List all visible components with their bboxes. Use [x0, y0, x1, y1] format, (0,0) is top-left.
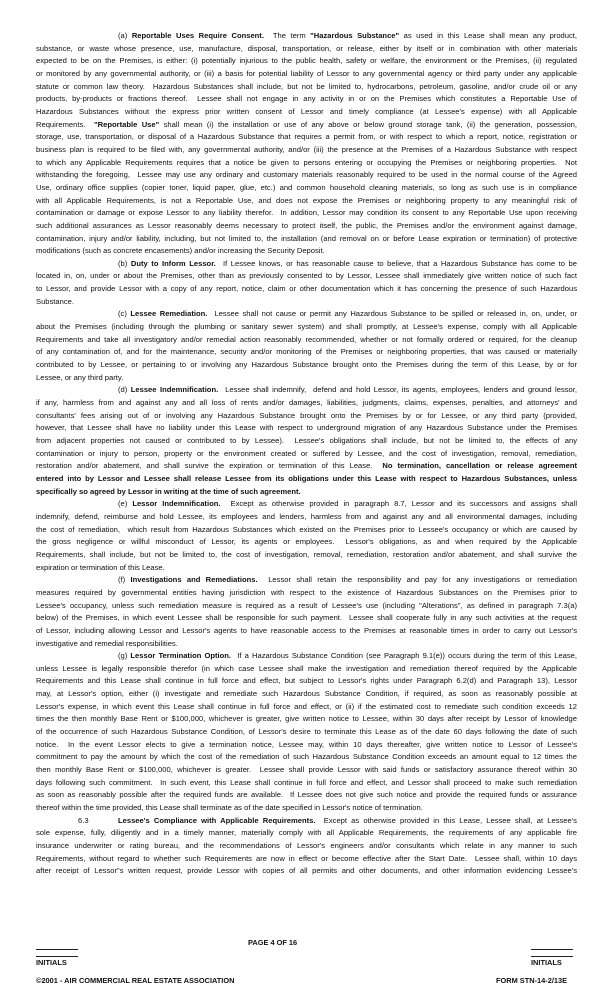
text-line: (e) Lessor Indemnification. Except as otherwise provided in paragraph 8.7, Lessor and its successors and assigns shall [118, 499, 577, 509]
text-line: contributed to by Lessee, or pertaining to or involving any Hazardous Substance brought onto the Premises during the term of this Lease, by or for [36, 360, 577, 370]
page-number: PAGE 4 OF 16 [248, 938, 298, 947]
text-line: Requirements and this Lease shall continue in full force and effect, but subject to Lessor's rights under Paragraph 6.2(d) and Paragraph 13), Lessor [36, 676, 577, 686]
text-line: the gross negligence or willful misconduct of Lessor, its agents or employees. Lessor's obligations, as and when required by the Applicable [36, 537, 577, 547]
text-line: consultants' fees arising out of or involving any Hazardous Substance brought onto the Premises by or for Lessee, or any third party (provided, [36, 410, 577, 420]
text-line: indemnify, defend, reimburse and hold Lessee, its employees and lenders, harmless from and against any and all environmental damages, including [36, 511, 577, 521]
text-line: then monthly Base Rent or $100,000, whichever is greater. Lessee shall provide Lessor with said funds or satisfactory assurance thereof within 30 [36, 765, 577, 775]
copyright: ©2001 - AIR COMMERCIAL REAL ESTATE ASSOCIATION [36, 976, 235, 985]
text-line: from adjacent properties not caused or contributed to by Lessee). Lessee's obligations shall include, but not be limited to, the effects of any [36, 436, 577, 445]
text-line: days following such commitment. In such event, this Lease shall continue in full force and effect, and Lessor shall proceed to make such remediation [36, 777, 577, 787]
lease-body [36, 30, 577, 878]
text-line: storage, use, transportation, or disposal of a Hazardous Substance that requires a permit from, or with respect to which a report, notice, registration or [36, 132, 577, 142]
text-line: expiration or termination of this Lease. [36, 562, 165, 572]
text-line: substance, or waste whose presence, use, manufacture, disposal, transportation, or release, either by itself or in combination with other materials [36, 43, 577, 53]
text-line: times the then monthly Base Rent or $100,000, whichever is greater, give written notice to Lessee, within 30 days after receipt by Lessor of knowledge [36, 714, 577, 724]
text-line: however, that Lessee shall have no liability under this Lease with respect to underground migration of any Hazardous Substance under the Premises [36, 423, 577, 433]
initials-line-right-1 [531, 949, 573, 950]
text-line: entered into by Lessor and Lessee shall release Lessee from its obligations under this Lease with respect to Hazardous Substances, unless [36, 473, 577, 483]
text-line: of Lessor, including allowing Lessor and Lessor's agents to have reasonable access to the Premises at reasonable times in order to carry out Lessor's [36, 625, 577, 635]
text-line: products, by-products or fractions thereof. Lessee shall not engage in any activity in or on the Premises which constitutes a Reportable Use of [36, 94, 577, 104]
text-line: Lessee's occupancy, unless such remediation measure is required as a result of Lessee's use (including "Alterations", as defined in paragraph 7.3(a) [36, 600, 577, 610]
text-line: expected to be on the Premises, is either: (i) potentially injurious to the public health, safety or welfare, the environment or the Premises, (ii) regulated [36, 56, 577, 66]
text-line: (d) Lessee Indemnification. Lessee shall indemnify, defend and hold Lessor, its agents, employees, lenders and ground lessor, [118, 385, 577, 395]
text-line: to Lessor, and provide Lessor with a copy of any report, notice, claim or other documentation which it has concerning the presence of such Hazardous [36, 284, 577, 294]
text-line: Requirements. "Reportable Use" shall mean (i) the installation or use of any above or below ground storage tank, (ii) the generation, possession, [36, 119, 577, 129]
text-line: modifications (such as concrete encasements) and/or increasing the Security Deposit. [36, 246, 325, 256]
initials-line-right-2 [531, 956, 573, 957]
text-line: withstanding the foregoing, Lessee may use any ordinary and customary materials reasonably required to be used in the normal course of the Agreed [36, 170, 577, 180]
text-line: sole expense, fully, diligently and in a timely manner, materially comply with all Applicable Requirements, the requirements of any applicable fire [36, 828, 577, 838]
text-line: Requirements and take all investigatory and/or remedial action reasonably recommended, whether or not formally ordered or required, for the cleanup [36, 334, 577, 344]
text-line: unless Lessee is legally responsible therefor (in which case Lessee shall make the investigation and remediation thereof required by the Applicable [36, 663, 577, 673]
text-line: (f) Investigations and Remediations. Lessor shall retain the responsibility and pay for any investigations or remediation [118, 575, 577, 585]
initials-right: INITIALS [531, 958, 562, 967]
text-line: restoration and/or abatement, and shall survive the expiration or termination of this Lease. No termination, cancellation or release agreement [36, 461, 577, 471]
text-line: the cost of remediation, which result from Hazardous Substances which existed on the Premises prior to Lessee's occupancy or which are caused by [36, 524, 577, 534]
text-line: commitment to pay the amount by which the cost of the remediation of such Hazardous Substance Condition exceeds an amount equal to 12 times the [36, 752, 577, 762]
text-line: contamination or damage or expose Lessor to any liability therefor. In addition, Lessor may condition its consent to any Reportable Use upon receiving [36, 208, 577, 218]
text-line: of any contamination of, and for the maintenance, security and/or monitoring of the Premises or neighboring properties, that was caused or materially [36, 347, 577, 357]
text-line: measures required by governmental entities having jurisdiction with respect to the existence of Hazardous Substances on the Premises prior to [36, 587, 577, 597]
text-line: Substance. [36, 296, 74, 306]
text-line: located in, on, under or about the Premises, other than as previously consented to by Lessor, Lessee shall immediately give written notice of such fact [36, 271, 577, 281]
text-line: Hazardous Substances without the express prior written consent of Lessor and timely compliance (at Lessee's expense) with all Applicable [36, 106, 577, 116]
text-line: Lessee, or any third party. [36, 372, 124, 382]
text-line: (c) Lessee Remediation. Lessee shall not cause or permit any Hazardous Substance to be spilled or released in, on, under, or [118, 309, 577, 319]
text-line: thereof within the time provided, this Lease shall terminate as of the date specified in Lessor's notice of termination. [36, 803, 423, 813]
text-line: Requirements, without regard to whether such Requirements are now in effect or become effective after the Start Date. Lessee shall, within 10 days [36, 853, 577, 863]
initials-line-left-1 [36, 949, 78, 950]
text-line: notice. In the event Lessor elects to give a termination notice, Lessee may, within 10 days thereafter, give written notice to Lessor of Lessee's [36, 739, 577, 749]
text-line: statute or common law theory. Hazardous Substances shall include, but not be limited to, hydrocarbons, petroleum, gasoline, and/or crude oil or any [36, 81, 577, 91]
text-line: contamination, injury and/or liability, including, but not limited to, the installation (and removal on or before Lease expiration or termination) of protective [36, 233, 577, 243]
text-line: or monitored by any governmental authority, or (iii) a basis for potential liability of Lessor to any governmental agency or third party under any applicable [36, 68, 577, 78]
text-line: 6.3 Lessee's Compliance with Applicable Requirements. Except as otherwise provided in this Lease, Lessee shall, at Lessee's [78, 815, 577, 825]
text-line: may, at Lessor's option, either (i) investigate and remediate such Hazardous Substance Condition, if required, as soon as reasonably possible at [36, 689, 577, 699]
text-line: about the Premises (including through the plumbing or sanitary sewer system) and shall promptly, at Lessee's expense, comply with all Applicable [36, 322, 577, 332]
text-line: (a) Reportable Uses Require Consent. The term "Hazardous Substance" as used in this Lease shall mean any product, [118, 31, 577, 40]
text-line: business plan is required to be filed with, any governmental authority, and/or (iii) the presence at the Premises of a Hazardous Substance with respect [36, 144, 577, 154]
text-line: as soon as reasonably possible after the required funds are available. If Lessee does not give such notice and provide the required funds or assurance [36, 790, 577, 800]
text-line: insurance underwriter or rating bureau, and the recommendations of Lessor's engineers and/or consultants which relate in any manner to such [36, 841, 577, 850]
text-line: specifically so agreed by Lessor in writing at the time of such agreement. [36, 486, 301, 496]
text-line: Lessor's expense, in which event this Lease shall continue in full force and effect, or (ii) if the estimated cost to remediate such condition exceeds 12 [36, 701, 577, 711]
text-line: (g) Lessor Termination Option. If a Hazardous Substance Condition (see Paragraph 9.1(e)) occurs during the term of this Lease, [118, 651, 577, 661]
text-line: investigative and remedial responsibilities. [36, 638, 178, 648]
text-line: after receipt of Lessor"s written request, provide Lessor with copies of all permits and other documents, and other information evidencing Lessee's [36, 866, 577, 876]
text-line: if any, harmless from and against any and all loss of rents and/or damages, liabilities, judgments, claims, expenses, penalties, and attorneys' and [36, 398, 577, 408]
text-line: (b) Duty to Inform Lessor. If Lessee knows, or has reasonable cause to believe, that a Hazardous Substance has come to be [118, 258, 577, 268]
text-line: with all Applicable Requirements, is not a Reportable Use, and does not expose the Premises or neighboring property to any meaningful risk of [36, 195, 577, 205]
text-line: Requirements, shall include, but not be limited to, the cost of investigation, removal, remediation, restoration and/or abatement, and shall survive the [36, 549, 577, 559]
text-line: to which any Applicable Requirements requires that a notice be given to persons entering or occupying the Premises or neighboring properties. Not [36, 157, 577, 167]
text-line: such additional assurances as Lessor reasonably deems necessary to protect itself, the public, the Premises and/or the environment against damage, [36, 220, 577, 230]
initials-left: INITIALS [36, 958, 67, 967]
text-line: of the occurrence of such Hazardous Substance Condition, of Lessor's desire to terminate this Lease as of the date 60 days following the date of such [36, 727, 577, 737]
initials-line-left-2 [36, 956, 78, 957]
text-line: below) of the Premises, in which event Lessee shall be responsible for such payment. Lessee shall cooperate fully in any such activities at the request [36, 613, 577, 623]
text-line: Use, ordinary office supplies (copier toner, liquid paper, glue, etc.) and common household cleaning materials, so long as such use is in compliance [36, 182, 577, 192]
text-line: contamination or injury to person, property or the environment created or suffered by Lessee, and the cost of investigation, removal, remediation, [36, 448, 577, 458]
form-number: FORM STN-14-2/13E [496, 976, 568, 985]
